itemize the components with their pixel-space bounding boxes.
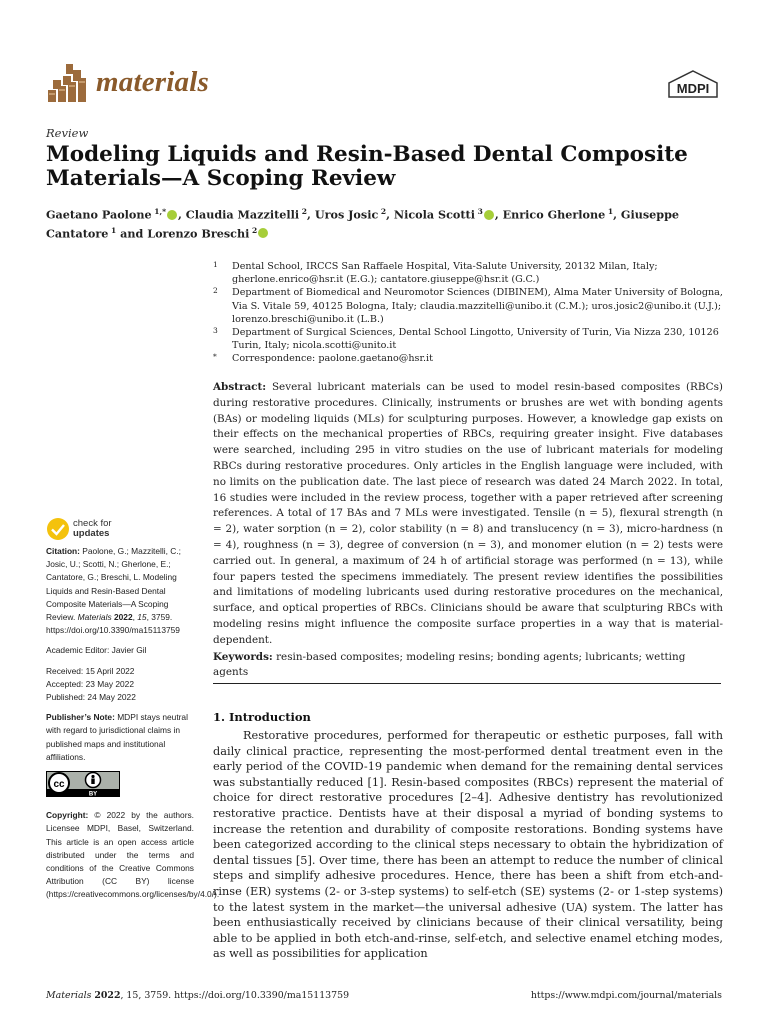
publisher-name: MDPI xyxy=(676,81,710,96)
author-list: Gaetano Paolone $^{1,*}$ , Claudia Mazzitelli $^2$, Uros Josic $^2$, Nicola Scotti $^3$ , Enrico Gherlone $^1$, Giuseppe Cantatore $^1$ and Lorenzo Breschi $^2$ xyxy=(46,207,680,241)
cc-icon: cc xyxy=(53,779,65,791)
journal-name: materials xyxy=(96,65,209,98)
citation: Citation: Paolone, G.; Mazzitelli, C.; Josic, U.; Scotti, N.; Gherlone, E.; Cantatore, G.; Breschi, L. Modeling Liquids and Resin-Based Dental Composite Materials—A Scoping Review. Materials 2022, 15, 3759. https://doi.org/10.3390/ma15113759 xyxy=(46,546,181,636)
section-divider xyxy=(213,683,721,684)
author-affiliation-mark: 1 xyxy=(605,207,614,216)
orcid-icon[interactable] xyxy=(258,228,268,238)
affiliation-item xyxy=(213,326,723,352)
author-affiliation-mark: 2 xyxy=(249,225,258,235)
author-name: Giuseppe Cantatore xyxy=(46,207,680,241)
author-affiliation-mark: 3 xyxy=(474,207,483,216)
affiliations xyxy=(213,260,723,366)
citation-doi[interactable]: https://doi.org/10.3390/ma15113759 xyxy=(46,625,180,636)
author-name: Gaetano Paolone xyxy=(46,207,152,222)
cc-by-license-badge[interactable] xyxy=(46,771,194,801)
copyright: Copyright: © 2022 by the authors. Licensee MDPI, Basel, Switzerland. This article is an open access article distributed under the terms and conditions of the Creative Commons Attribution (CC BY) license (https://creativecommons.org/licenses/by/4.0/). xyxy=(46,810,220,900)
author-name: and Lorenzo Breschi xyxy=(120,226,250,241)
affiliation-item xyxy=(213,286,723,326)
author-name: Nicola Scotti xyxy=(393,207,475,222)
author-name: Enrico Gherlone xyxy=(502,207,606,222)
author-affiliation-mark: 1 xyxy=(108,225,117,235)
journal-logo xyxy=(46,60,209,104)
author-affiliation-mark: 2 xyxy=(299,207,308,216)
check-for-updates-badge[interactable] xyxy=(46,517,112,541)
journal-logo-icon xyxy=(46,60,92,104)
keywords-text: resin-based composites; modeling resins; bonding agents; lubricants; wetting agents xyxy=(213,651,686,678)
check-updates-line2: updates xyxy=(73,528,110,539)
affiliation-text: Correspondence: paolone.gaetano@hsr.it xyxy=(232,353,433,365)
abstract-text: Several lubricant materials can be used to model resin-based composites (RBCs) during restorative procedures. Clinically, instruments or brushes are wet with bonding agents (BAs) or modeling liquids (MLs) for sculpturing purposes. However, a knowledge gap exists on their effects on the mechanical properties of RBCs, requiring greater insight. Five databases were searched, including 295 in vitro studies on the use of lubricant materials for modeling RBCs during restorative procedures. Only articles in the English language were included, with no limits on the publication date. The last piece of research was dated 24 March 2022. In total, 16 studies were included in the review process, together with a paper retrieved after screening references. A total of 17 BAs and 7 MLs were investigated. Tensile (n = 5), flexural strength (n = 2), water sorption (n = 2), color stability (n = 8) and translucency (n = 3), micro-hardness (n = 4), roughness (n = 3), degree of conversion (n = 3), and monomer elution (n = 2) tests were carried out. In general, a maximum of 24 h of artificial storage was performed (n = 13), while four papers tested the specimens immediately. The present review identifies the possibilities and limitations of modeling lubricants used during restorative procedures on the mechanical, surface, and optical properties of RBCs. Clinicians should be aware that sculpturing RBCs with modeling resins might influence the composite surface properties in a way that is material-dependent. xyxy=(213,381,723,646)
affiliation-mark: 2 xyxy=(213,286,218,296)
abstract xyxy=(213,380,723,649)
cc-by-label: BY xyxy=(88,791,98,798)
affiliation-text: Department of Biomedical and Neuromotor Sciences (DIBINEM), Alma Mater University of Bologna, Via S. Vitale 59, 40125 Bologna, Italy; claudia.mazzitelli@unibo.it (C.M.); uros.josic2@unibo.it (U.J.); lorenzo.breschi@unibo.it (L.B.) xyxy=(232,287,723,325)
affiliation-item xyxy=(213,352,723,365)
sidebar xyxy=(46,545,220,909)
publisher-logo xyxy=(667,70,719,102)
published-date: Published: 24 May 2022 xyxy=(46,692,136,703)
author-affiliation-mark: 2 xyxy=(378,207,387,216)
footer-citation: Materials 2022, 15, 3759. https://doi.org/10.3390/ma15113759 xyxy=(46,990,350,1001)
accepted-date: Accepted: 23 May 2022 xyxy=(46,678,134,689)
author-name: Uros Josic xyxy=(314,207,379,222)
check-updates-icon xyxy=(46,517,70,541)
keywords-label: Keywords: xyxy=(213,651,273,663)
publisher-note: Publisher’s Note: MDPI stays neutral with regard to jurisdictional claims in published maps and institutional affiliations. xyxy=(46,712,188,762)
orcid-icon[interactable] xyxy=(484,210,494,220)
article-type: Review xyxy=(46,126,89,140)
orcid-icon[interactable] xyxy=(167,210,177,220)
affiliation-mark: 3 xyxy=(213,326,218,336)
affiliation-item xyxy=(213,260,723,286)
received-date: Received: 15 April 2022 xyxy=(46,665,135,676)
keywords xyxy=(213,650,723,680)
article-title: Modeling Liquids and Resin-Based Dental Composite Materials—A Scoping Review xyxy=(46,142,688,191)
author-name: Claudia Mazzitelli xyxy=(185,207,300,222)
section-heading-introduction: 1. Introduction xyxy=(213,710,311,724)
author-affiliation-mark: 1,* xyxy=(151,207,166,216)
introduction-text: Restorative procedures, performed for therapeutic or esthetic purposes, fall with daily clinical practice, representing the most-performed dental treatment even in the early period of the COVID-19 pandemic when demand for the remaining dental services was substantially reduced [1]. Resin-based composites (RBCs) represent the material of choice for direct restorative procedures [2–4]. Adhesive dentistry has revolutionized restorative practice. Dentists have at their disposal a myriad of bonding systems to increase the retention and durability of composite restorations. Bonding systems have been categorized according to the clinical steps necessary to obtain the hybridization of dental tissues [5]. Over time, there has been an attempt to reduce the number of clinical steps and simplify adhesive procedures. Hence, there has been a shift from etch-and-rinse (ER) systems (2- or 3-step systems) to self-etch (SE) systems (2- or 1-step systems) to the latest system in the market—the universal adhesive (UA) system. The latter has been enthusiastically received by clinicians because of their clinical versatility, being able to be applied in both etch-and-rinse, self-etch, and selective enamel etching modes, as well as possibilities for application xyxy=(213,729,723,961)
academic-editor: Academic Editor: Javier Gil xyxy=(46,645,147,656)
abstract-label: Abstract: xyxy=(213,381,267,393)
affiliation-text: Dental School, IRCCS San Raffaele Hospital, Vita-Salute University, 20132 Milan, Italy; gherlone.enrico@hsr.it (E.G.); cantatore.giuseppe@hsr.it (G.C.) xyxy=(232,261,658,286)
affiliation-text: Department of Surgical Sciences, Dental School Lingotto, University of Turin, Via Nizza 230, 10126 Turin, Italy; nicola.scotti@unito.it xyxy=(232,327,719,352)
affiliation-mark: 1 xyxy=(213,260,218,269)
footer-journal-url[interactable]: https://www.mdpi.com/journal/materials xyxy=(530,990,722,1001)
affiliation-mark: * xyxy=(213,352,217,362)
check-updates-line1: check for xyxy=(73,518,112,529)
